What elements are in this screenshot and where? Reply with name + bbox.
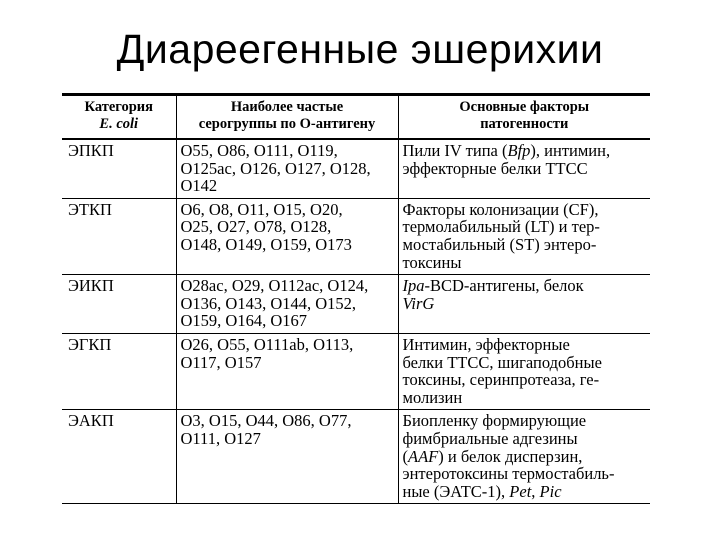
serogroups-line: O28ac, O29, O112ac, O124, (180, 276, 369, 296)
table-row (62, 333, 650, 409)
factors-line (403, 430, 648, 448)
header-line: E. coli (99, 116, 139, 132)
factor-text: молизин (402, 387, 463, 407)
table-header-row (62, 95, 650, 140)
factors-cell (398, 410, 650, 504)
factor-text: Пили IV типа ( (402, 141, 508, 160)
category-label: ЭГКП (68, 334, 112, 354)
serogroups-cell (176, 333, 398, 409)
factor-text: Биопленку формирующие (402, 411, 587, 431)
factors-line (403, 142, 648, 160)
factors-line (403, 254, 648, 272)
factor-text: эффекторные белки ТТСС (402, 158, 588, 178)
header-line: Наиболее частые (230, 99, 344, 115)
table-row (62, 198, 650, 274)
serogroups-line: O25, O27, O78, O128, (180, 217, 332, 237)
serogroups-line: O142 (180, 176, 218, 196)
factor-text: токсины (402, 252, 462, 272)
factors-cell (398, 333, 650, 409)
factor-italic-text: AAF (408, 446, 439, 466)
factors-line (403, 483, 648, 501)
serogroups-line: O26, O55, O111ab, O113, (180, 334, 354, 354)
factor-text: ( (402, 446, 408, 466)
table-row (62, 139, 650, 198)
table-row (62, 275, 650, 334)
factor-italic-text: Pet (509, 481, 532, 501)
category-cell (62, 275, 176, 334)
factor-text: ные (ЭАТС-1), (402, 481, 510, 501)
serogroups-line: O6, O8, O11, O15, O20, (180, 199, 343, 219)
factors-cell (398, 275, 650, 334)
factors-line (403, 201, 648, 219)
header-line: серогруппы по О-антигену (198, 116, 376, 132)
factors-line (403, 371, 648, 389)
factor-text: -BCD-антигены, белок (424, 276, 584, 296)
serogroups-line: O148, O149, O159, O173 (180, 234, 352, 254)
factors-line (403, 389, 648, 407)
factors-line (403, 354, 648, 372)
factors-line (403, 236, 648, 254)
factors-line (403, 465, 648, 483)
header-serogroups (176, 95, 398, 140)
serogroups-cell (176, 198, 398, 274)
serogroups-line: O136, O143, O144, O152, (180, 293, 357, 313)
factors-line (403, 218, 648, 236)
factor-text: токсины, серинпротеаза, ге- (402, 370, 600, 390)
serogroups-line: O125ac, O126, O127, O128, (180, 158, 371, 178)
factor-text: мостабильный (ST) энтеро- (402, 234, 597, 254)
serogroups-cell (176, 275, 398, 334)
factor-text: ), интимин, (530, 141, 611, 160)
header-category (62, 95, 176, 140)
category-label: ЭИКП (68, 276, 114, 296)
factor-italic-text: VirG (402, 293, 435, 313)
serogroups-cell (176, 410, 398, 504)
factors-cell (398, 139, 650, 198)
factors-line (403, 412, 648, 430)
header-line: Категория (84, 99, 153, 115)
header-factors (398, 95, 650, 140)
category-cell (62, 333, 176, 409)
factor-italic-text: Ipa (402, 276, 425, 296)
serogroups-line: O3, O15, O44, O86, O77, (180, 411, 352, 431)
factors-line (403, 448, 648, 466)
ecoli-categories-table (62, 93, 650, 504)
factor-italic-text: Bfp (507, 141, 531, 160)
factor-text: фимбриальные адгезины (402, 428, 578, 448)
header-line: Основные факторы (459, 99, 590, 115)
factors-line (403, 295, 648, 313)
table-body (62, 139, 650, 504)
ecoli-table-container (62, 93, 650, 504)
slide-title: Диареегенные эшерихии (116, 26, 604, 72)
factors-line (403, 160, 648, 178)
factor-text: белки ТТСС, шигаподобные (402, 352, 602, 372)
factor-text: термолабильный (LT) и тер- (402, 217, 600, 237)
table-row (62, 410, 650, 504)
category-cell (62, 410, 176, 504)
factor-text: энтеротоксины термостабиль- (402, 464, 615, 484)
factors-line (403, 336, 648, 354)
category-label: ЭАКП (68, 411, 114, 431)
factor-text: Факторы колонизации (CF), (402, 199, 599, 219)
category-label: ЭТКП (68, 199, 112, 219)
factor-text: Интимин, эффекторные (402, 334, 570, 354)
factor-text: , (531, 481, 540, 501)
serogroups-line: O117, O157 (180, 352, 262, 372)
serogroups-line: O111, O127 (180, 428, 261, 448)
category-cell (62, 198, 176, 274)
header-line: патогенности (480, 116, 569, 132)
category-label: ЭПКП (68, 141, 114, 160)
factors-line (403, 277, 648, 295)
serogroups-line: O159, O164, O167 (180, 311, 307, 331)
serogroups-cell (176, 139, 398, 198)
category-cell (62, 139, 176, 198)
factor-italic-text: Pic (539, 481, 562, 501)
factors-cell (398, 198, 650, 274)
serogroups-line: O55, O86, O111, O119, (180, 141, 338, 160)
factor-text: ) и белок дисперзин, (438, 446, 583, 466)
